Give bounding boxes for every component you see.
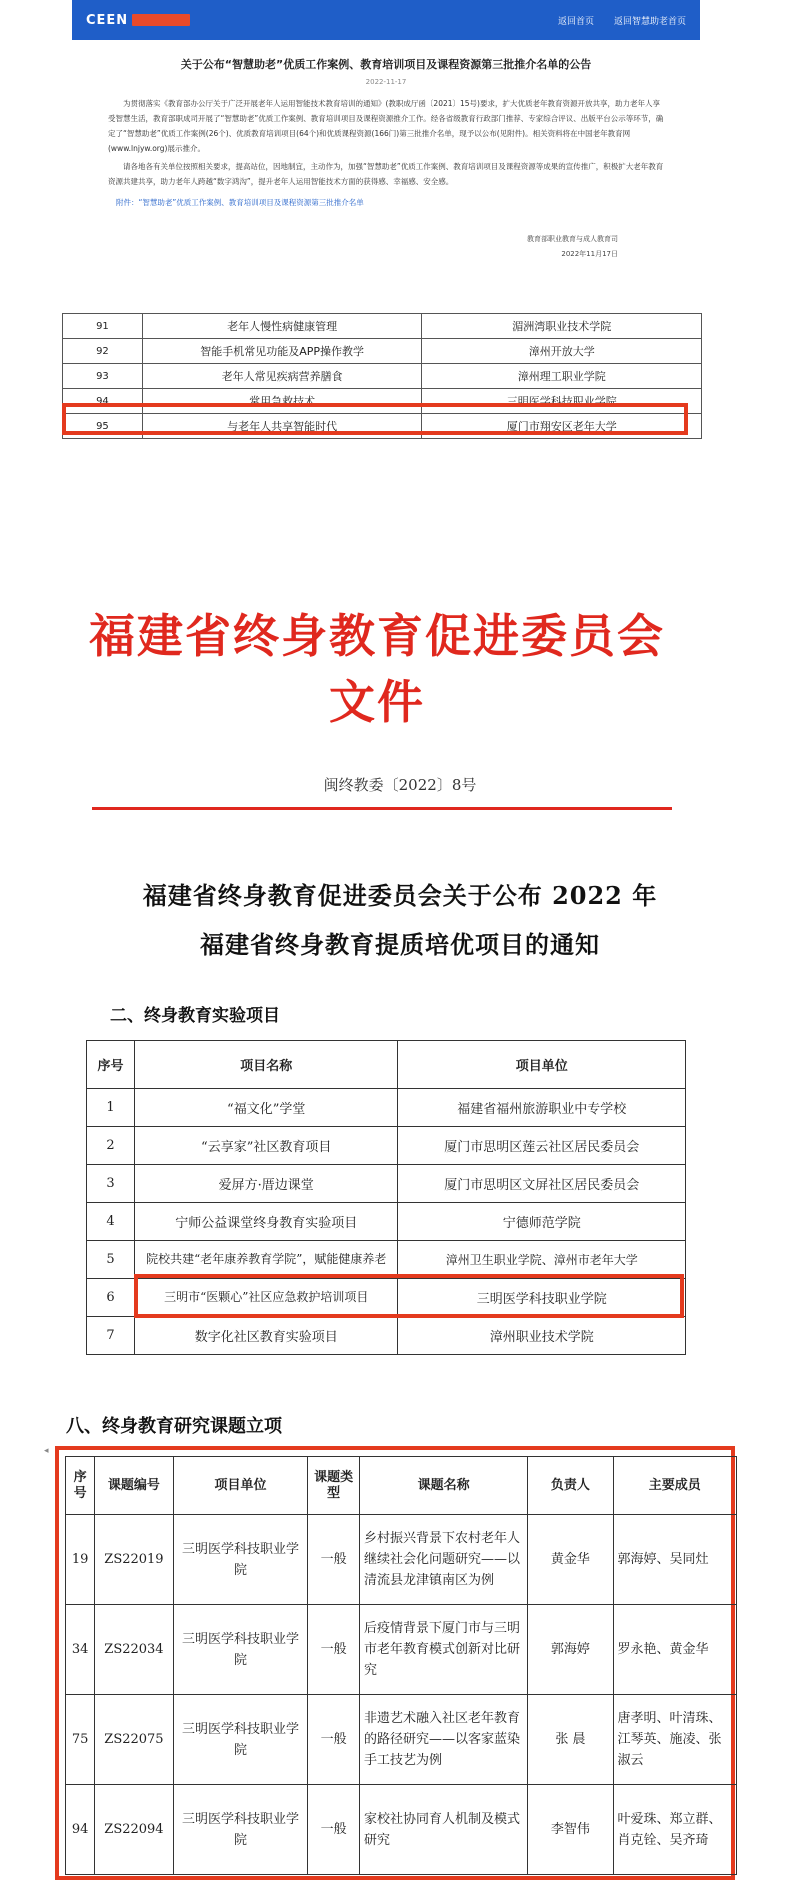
project-leader: 李智伟 [528, 1785, 613, 1875]
section-heading-experiments: 二、终身教育实验项目 [110, 1006, 280, 1026]
project-name: 宁师公益课堂终身教育实验项目 [134, 1203, 398, 1241]
row-number: 7 [87, 1317, 135, 1355]
row-number: 1 [87, 1089, 135, 1127]
project-type: 一般 [308, 1515, 360, 1605]
table-row [63, 364, 702, 389]
highlight-box [134, 1274, 684, 1318]
project-members: 唐孝明、叶清珠、江琴英、施凌、张淑云 [613, 1695, 736, 1785]
logo-text: CEEN [86, 12, 129, 28]
redhead-divider [92, 807, 672, 810]
column-header: 负责人 [528, 1457, 613, 1515]
table-row [87, 1127, 686, 1165]
project-org: 湄洲湾职业技术学院 [422, 314, 702, 339]
row-number: 92 [63, 339, 143, 364]
project-members: 叶爱珠、郑立群、肖克铨、吴齐琦 [613, 1785, 736, 1875]
table-row [63, 339, 702, 364]
table-row [66, 1785, 737, 1875]
project-members: 罗永艳、黄金华 [613, 1605, 736, 1695]
project-org: 厦门市思明区文屏社区居民委员会 [398, 1165, 686, 1203]
project-name: 数字化社区教育实验项目 [134, 1317, 398, 1355]
announcement-signature [72, 232, 618, 262]
table-row [87, 1241, 686, 1279]
project-name: 智能手机常见功能及APP操作教学 [142, 339, 422, 364]
project-code: ZS22094 [95, 1785, 174, 1875]
notice-title-line-2: 福建省终身教育提质培优项目的通知 [200, 930, 600, 959]
project-org: 漳州职业技术学院 [398, 1317, 686, 1355]
signature-date: 2022年11月17日 [561, 250, 618, 258]
row-number: 3 [87, 1165, 135, 1203]
project-leader: 黄金华 [528, 1515, 613, 1605]
project-members: 郭海婷、吴同灶 [613, 1515, 736, 1605]
project-title: 家校社协同育人机制及模式研究 [359, 1785, 527, 1875]
announcement-title: 关于公布“智慧助老”优质工作案例、教育培训项目及课程资源第三批推介名单的公告 [180, 58, 592, 71]
project-code: ZS22034 [95, 1605, 174, 1695]
nav-smart-elderly-home-link[interactable]: 返回智慧助老首页 [613, 16, 686, 27]
project-code: ZS22019 [95, 1515, 174, 1605]
announcement-body [108, 96, 664, 189]
project-org: 三明医学科技职业学院 [422, 389, 702, 414]
site-nav [558, 14, 686, 27]
project-name: 与老年人共享智能时代 [142, 414, 422, 439]
row-number: 2 [87, 1127, 135, 1165]
table-row [87, 1203, 686, 1241]
row-number: 94 [63, 389, 143, 414]
column-header: 课题编号 [95, 1457, 174, 1515]
project-org: 厦门市翔安区老年大学 [422, 414, 702, 439]
training-projects-table [62, 313, 702, 439]
row-number: 95 [63, 414, 143, 439]
table-row [66, 1695, 737, 1785]
announcement-paragraph: 请各地各有关单位按照相关要求，提高站位，因地制宜，主动作为，加强“智慧助老”优质工作案例、教育培训项目及课程资源等成果的宣传推广，积极扩大老年教育资源共建共享，助力老年人跨越“数字鸿沟”，提升老年人运用智能技术方面的获得感、幸福感、安全感。 [108, 162, 664, 186]
project-type: 一般 [308, 1605, 360, 1695]
row-number: 94 [66, 1785, 95, 1875]
project-org: 漳州理工职业学院 [422, 364, 702, 389]
row-number: 6 [87, 1279, 135, 1317]
caret-left-icon: ◂ [44, 1446, 49, 1456]
table-row [87, 1089, 686, 1127]
section-heading-research: 八、终身教育研究课题立项 [66, 1416, 282, 1437]
project-name: 老年人慢性病健康管理 [142, 314, 422, 339]
document-number: 闽终教委〔2022〕8号 [323, 776, 477, 794]
research-projects-table [55, 1446, 735, 1880]
project-name: “云享家”社区教育项目 [134, 1127, 398, 1165]
project-org: 福建省福州旅游职业中专学校 [398, 1089, 686, 1127]
table-row [87, 1165, 686, 1203]
project-code: ZS22075 [95, 1695, 174, 1785]
site-header [72, 0, 700, 40]
column-header: 课题名称 [359, 1457, 527, 1515]
project-org: 三明医学科技职业学院 [173, 1605, 308, 1695]
table-row [66, 1515, 737, 1605]
table-row [63, 314, 702, 339]
column-header: 项目单位 [173, 1457, 308, 1515]
project-leader: 郭海婷 [528, 1605, 613, 1695]
attachment-link[interactable]: 附件：“智慧助老”优质工作案例、教育培训项目及课程资源第三批推介名单 [116, 198, 364, 207]
project-org: 厦门市思明区莲云社区居民委员会 [398, 1127, 686, 1165]
notice-title-line-1: 福建省终身教育促进委员会关于公布 2022 年 [142, 881, 658, 910]
project-leader: 张 晨 [528, 1695, 613, 1785]
column-header: 序号 [87, 1041, 135, 1089]
row-number: 34 [66, 1605, 95, 1695]
project-name: 院校共建“老年康养教育学院”，赋能健康养老 [134, 1241, 398, 1279]
project-org: 宁德师范学院 [398, 1203, 686, 1241]
row-number: 19 [66, 1515, 95, 1605]
column-header: 主要成员 [613, 1457, 736, 1515]
project-title: 后疫情背景下厦门市与三明市老年教育模式创新对比研究 [359, 1605, 527, 1695]
project-name: “福文化”学堂 [134, 1089, 398, 1127]
project-org: 漳州卫生职业学院、漳州市老年大学 [398, 1241, 686, 1279]
announcement-paragraph: 为贯彻落实《教育部办公厅关于广泛开展老年人运用智能技术教育培训的通知》(教职成厅函〔2021〕15号)要求，扩大优质老年教育资源开放共享，助力老年人享受智慧生活，教育部职成司开展了“智慧助老”优质工作案例、教育培训项目及课程资源推介工作。经各省级教育行政部门推荐、专家综合评议、出版平台公示等环节，确定了“智慧助老”优质工作案例(26个)、优质教育培训项目(64个)和优质课程资源(166门)第三批推介名单，现予以公布(见附件)。相关资料将在中国老年教育网(www.lnjyw.org)展示推介。 [108, 99, 664, 153]
project-type: 一般 [308, 1785, 360, 1875]
row-number: 5 [87, 1241, 135, 1279]
project-type: 一般 [308, 1695, 360, 1785]
logo-banner-icon [132, 14, 190, 26]
project-name: 老年人常见疾病营养膳食 [142, 364, 422, 389]
table-header-row [87, 1041, 686, 1089]
project-name: 爱屏方·厝边课堂 [134, 1165, 398, 1203]
project-name: 常用急救技术 [142, 389, 422, 414]
experiment-projects-table [86, 1040, 686, 1355]
project-org: 漳州开放大学 [422, 339, 702, 364]
redhead-title: 福建省终身教育促进委员会文件 [89, 609, 665, 729]
project-org: 三明医学科技职业学院 [398, 1279, 686, 1317]
web-announcement [72, 0, 700, 305]
row-number: 91 [63, 314, 143, 339]
project-org: 三明医学科技职业学院 [173, 1695, 308, 1785]
column-header: 课题类型 [308, 1457, 360, 1515]
column-header: 序号 [66, 1457, 95, 1515]
project-name: 三明市“医颗心”社区应急救护培训项目 [134, 1279, 398, 1317]
project-title: 非遗艺术融入社区老年教育的路径研究——以客家蓝染手工技艺为例 [359, 1695, 527, 1785]
site-logo[interactable] [86, 13, 190, 28]
table-row [66, 1605, 737, 1695]
nav-home-link[interactable]: 返回首页 [557, 16, 594, 27]
announcement-date: 2022-11-17 [365, 78, 407, 86]
table-header-row [66, 1457, 737, 1515]
column-header: 项目单位 [398, 1041, 686, 1089]
signature-org: 教育部职业教育与成人教育司 [527, 235, 618, 243]
row-number: 75 [66, 1695, 95, 1785]
project-org: 三明医学科技职业学院 [173, 1515, 308, 1605]
row-number: 4 [87, 1203, 135, 1241]
project-title: 乡村振兴背景下农村老年人继续社会化问题研究——以清流县龙津镇南区为例 [359, 1515, 527, 1605]
row-number: 93 [63, 364, 143, 389]
table-row [87, 1317, 686, 1355]
column-header: 项目名称 [134, 1041, 398, 1089]
project-org: 三明医学科技职业学院 [173, 1785, 308, 1875]
highlight-box [62, 403, 688, 435]
